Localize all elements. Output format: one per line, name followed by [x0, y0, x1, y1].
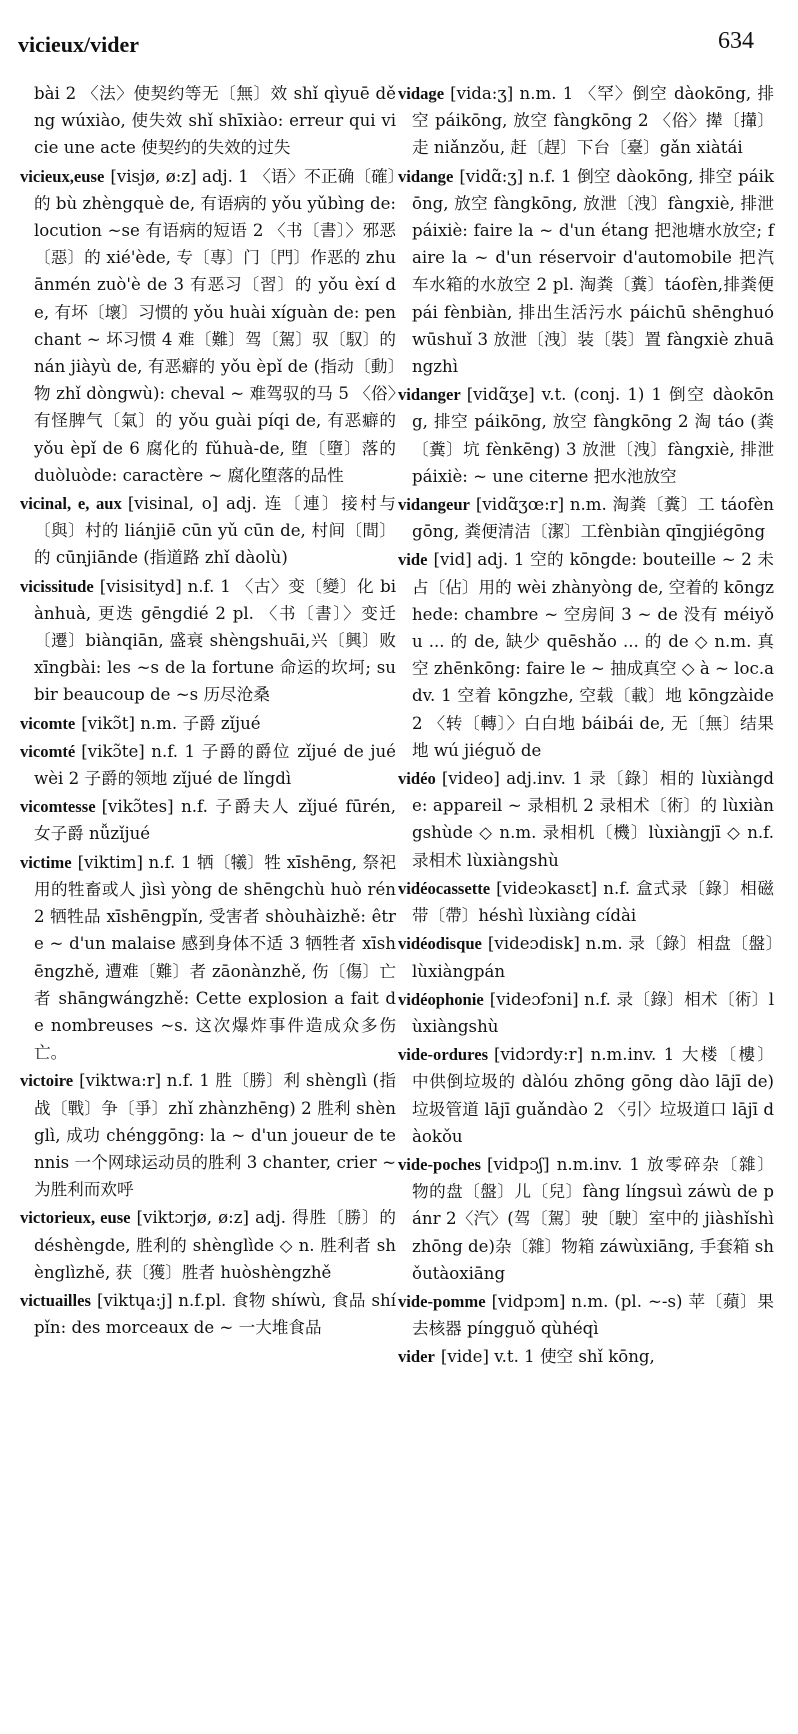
- entry-definition: [vikɔ̃te] n.f. 1 子爵的爵位 zǐjué de juéwèi 2 子爵的领地 zǐjué de lǐngdì: [34, 741, 396, 789]
- entry-definition: [vidɑ̃ʒe] v.t. (conj. 1) 1 倒空 dàokōng, 排空 páikōng, 放空 fàngkōng 2 淘 táo (粪〔糞〕坑 fènkēng) 3 放泄〔洩〕fàngxiè, 排泄 páixiè: ~ une citerne 把水池放空: [412, 385, 774, 486]
- entry-headword: vidange: [398, 166, 454, 186]
- entry-definition: [visinal, o] adj. 连〔連〕接村与〔與〕村的 liánjiē cūn yǔ cūn de, 村间〔間〕的 cūnjiānde (指道路 zhǐ dàolù): [34, 494, 396, 568]
- dictionary-entry: [398, 1288, 774, 1342]
- dictionary-entry: [398, 930, 774, 984]
- entry-definition: [videɔfɔni] n.f. 录〔錄〕相术〔術〕lùxiàngshù: [412, 989, 774, 1036]
- entry-headword: vicomte: [20, 713, 76, 733]
- entry-definition: [viktɔrjø, ø:z] adj. 得胜〔勝〕的 déshèngde, 胜利的 shènglìde ◇ n. 胜利者 shènglìzhě, 获〔獲〕胜者 huòshèngzhě: [34, 1208, 396, 1282]
- entry-headword: vicinal, e, aux: [20, 494, 122, 514]
- dictionary-entry: [398, 1343, 774, 1370]
- dictionary-entry: [398, 546, 774, 764]
- dictionary-entry: [20, 80, 396, 162]
- entry-definition: [vide] v.t. 1 使空 shǐ kōng,: [440, 1347, 655, 1367]
- entry-headword: victime: [20, 852, 72, 872]
- entry-definition: [videɔkasɛt] n.f. 盒式录〔錄〕相磁带〔帶〕héshì lùxiàng cídài: [412, 878, 774, 926]
- entry-definition: [viktwa:r] n.f. 1 胜〔勝〕利 shènglì (指战〔戰〕争〔爭〕zhǐ zhànzhēng) 2 胜利 shènglì, 成功 chénggōng: la ~ d'un joueur de tennis 一个网球运动员的胜利 3 chanter, crier ~ 为胜利而欢呼: [34, 1071, 396, 1200]
- dictionary-entry: [20, 849, 396, 1067]
- dictionary-entry: [20, 738, 396, 792]
- dictionary-entry: [398, 765, 774, 874]
- entry-headword: vidage: [398, 84, 445, 103]
- entry-definition: [visisityd] n.f. 1 〈古〉变〔變〕化 biànhuà, 更迭 gēngdié 2 pl. 〈书〔書〕〉变迁〔遷〕biànqiān, 盛衰 shèngshuāi,兴〔興〕败xīngbài: les ~s de la fortune 命运的坎坷; subir beaucoup de ~s 历尽沧桑: [34, 576, 396, 705]
- entry-definition: [vikɔ̃t] n.m. 子爵 zǐjué: [81, 713, 261, 733]
- entry-definition: [vidɑ̃ʒœ:r] n.m. 淘粪〔糞〕工 táofèngōng, 粪便清洁〔潔〕工fènbiàn qīngjiégōng: [412, 495, 774, 542]
- entry-definition: [viktim] n.f. 1 牺〔犧〕牲 xīshēng, 祭祀用的牲畜或人 jìsì yòng de shēngchù huò rén 2 牺牲品 xīshēngpǐn, 受害者 shòuhàizhě: être ~ d'un malaise 感到身体不适 3 牺牲者 xīshēngzhě, 遭难〔難〕者 zāonànzhě, 伤〔傷〕亡者 shāngwángzhě: Cette explosion a fait de nombreuses ~s. 这次爆炸事件造成众多伤亡。: [34, 852, 396, 1063]
- guide-words: vicieux/vider: [18, 32, 139, 57]
- entry-definition: [vida:ʒ] n.m. 1 〈罕〉倒空 dàokōng, 排空 páikōng, 放空 fàngkōng 2 〈俗〉撵〔攆〕走 niǎnzǒu, 赶〔趕〕下台〔臺〕gǎn xiàtái: [412, 84, 774, 158]
- entry-definition: [vidpɔʃ] n.m.inv. 1 放零碎杂〔雜〕物的盘〔盤〕儿〔兒〕fàng língsuì záwù de pánr 2〈汽〉(驾〔駕〕驶〔駛〕室中的 jiàshǐshì zhōng de)杂〔雜〕物箱 záwùxiāng, 手套箱 shǒutàoxiāng: [412, 1154, 774, 1283]
- entry-headword: vicomté: [20, 741, 76, 761]
- dictionary-entry: [398, 163, 774, 381]
- entry-definition: [vidɑ̃:ʒ] n.f. 1 倒空 dàokōng, 排空 páikōng, 放空 fàngkōng, 放泄〔洩〕fàngxiè, 排泄 páixiè: faire la ~ d'un étang 把池塘水放空; faire la ~ d'un réservoir d'automobile 把汽车水箱的水放空 2 pl. 淘粪〔糞〕táofèn,排粪便 pái fènbiàn, 排出生活污水 páichū shēnghuó wūshuǐ 3 放泄〔洩〕装〔裝〕置 fàngxiè zhuāngzhì: [412, 166, 774, 377]
- entry-definition: [vidɔrdy:r] n.m.inv. 1 大楼〔樓〕中供倒垃圾的 dàlóu zhōng gōng dào lājī de) 垃圾管道 lājī guǎndào 2 〈引〉垃圾道口 lājī dàokǒu: [412, 1045, 774, 1146]
- dictionary-entry: [398, 1041, 774, 1150]
- dictionary-entry: [20, 1067, 396, 1203]
- dictionary-entry: [398, 381, 774, 490]
- entry-headword: vicissitude: [20, 576, 94, 596]
- dictionary-entry: [398, 491, 774, 545]
- dictionary-entry: [398, 1151, 774, 1287]
- dictionary-entry: [20, 573, 396, 709]
- entry-definition: [visjø, ø:z] adj. 1 〈语〉不正确〔確〕的 bù zhèngquè de, 有语病的 yǒu yǔbìng de: locution ~se 有语病的短语 2 〈书〔書〕〉邪恶〔惡〕的 xié'ède, 专〔專〕门〔門〕作恶的 zhuānmén zuò'è de 3 有恶习〔習〕的 yǒu èxí de, 有坏〔壞〕习惯的 yǒu huài xíguàn de: penchant ~ 坏习惯 4 难〔難〕驾〔駕〕驭〔馭〕的 nán jiàyù de, 有恶癖的 yǒu èpǐ de (指动〔動〕物 zhǐ dòngwù): cheval ~ 难驾驭的马 5 〈俗〉有怪脾气〔氣〕的 yǒu guài píqi de, 有恶癖的 yǒu èpǐ de 6 腐化的 fǔhuà-de, 堕〔墮〕落的 duòluòde: caractère ~ 腐化堕落的品性: [34, 166, 396, 485]
- entry-headword: vidéo: [398, 769, 436, 789]
- entry-definition: [video] adj.inv. 1 录〔錄〕相的 lùxiàngde: appareil ~ 录相机 2 录相术〔術〕的 lùxiàngshùde ◇ n.m. 录相机〔機〕lùxiàngjī ◇ n.f. 录相术 lùxiàngshù: [412, 769, 774, 870]
- dictionary-entry: [20, 1204, 396, 1286]
- entry-headword: vidéophonie: [398, 989, 484, 1009]
- dictionary-entry: [398, 875, 774, 929]
- dictionary-entry: [20, 1287, 396, 1341]
- entry-definition: [videɔdisk] n.m. 录〔錄〕相盘〔盤〕lùxiàngpán: [412, 934, 774, 981]
- page-header: [18, 28, 754, 64]
- dictionary-entry: [20, 490, 396, 572]
- left-column: [20, 80, 396, 1342]
- entry-headword: vide: [398, 550, 428, 570]
- entry-definition: [vidpɔm] n.m. (pl. ~-s) 苹〔蘋〕果去核器 píngguǒ qùhéqì: [412, 1291, 774, 1339]
- entry-headword: vidéocassette: [398, 878, 491, 898]
- entry-definition: [vikɔ̃tes] n.f. 子爵夫人 zǐjué fūrén, 女子爵 nǚzǐjué: [34, 797, 396, 844]
- entry-headword: vicieux,euse: [20, 166, 105, 186]
- entry-definition: [viktɥa:j] n.f.pl. 食物 shíwù, 食品 shípǐn: des morceaux de ~ 一大堆食品: [34, 1290, 396, 1338]
- entry-headword: victoire: [20, 1071, 74, 1091]
- entry-definition: bài 2 〈法〉使契约等无〔無〕效 shǐ qìyuē děng wúxiào, 使失效 shǐ shīxiào: erreur qui vicie une acte 使契约的失效的过失: [34, 84, 396, 158]
- page-number: 634: [718, 28, 754, 54]
- entry-headword: vider: [398, 1347, 435, 1367]
- entry-headword: vide-ordures: [398, 1045, 489, 1065]
- right-column: [398, 80, 774, 1372]
- entry-definition: [vid] adj. 1 空的 kōngde: bouteille ~ 2 未占〔佔〕用的 wèi zhànyòng de, 空着的 kōngzhede: chambre ~ 空房间 3 ~ de 没有 méiyǒu ... 的 de, 缺少 quēshǎo ... 的 de ◇ n.m. 真空 zhēnkōng: faire le ~ 抽成真空 ◇ à ~ loc.adv. 1 空着 kōngzhe, 空载〔載〕地 kōngzàide 2 〈转〔轉〕〉白白地 báibái de, 无〔無〕结果地 wú jiéguǒ de: [412, 550, 774, 760]
- entry-headword: vidanger: [398, 385, 461, 405]
- dictionary-entry: [398, 986, 774, 1040]
- dictionary-entry: [20, 710, 396, 737]
- entry-headword: vide-poches: [398, 1154, 481, 1174]
- entry-headword: vide-pomme: [398, 1291, 486, 1311]
- entry-headword: vidéodisque: [398, 934, 482, 954]
- entry-headword: vicomtesse: [20, 797, 96, 817]
- entry-headword: vidangeur: [398, 495, 470, 515]
- dictionary-entry: [398, 80, 774, 162]
- dictionary-entry: [20, 163, 396, 489]
- dictionary-entry: [20, 793, 396, 847]
- entry-headword: victuailles: [20, 1290, 91, 1310]
- entry-headword: victorieux, euse: [20, 1208, 131, 1228]
